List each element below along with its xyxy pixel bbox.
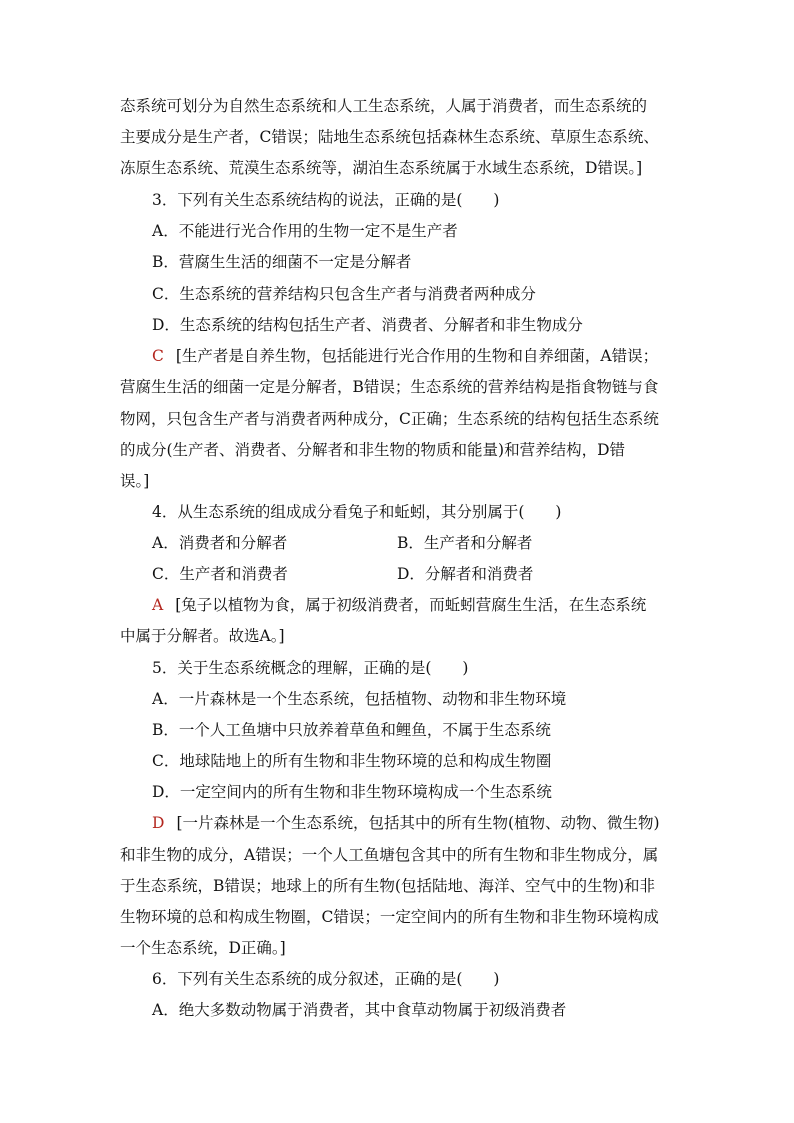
text-line: 物网，只包含生产者与消费者两种成分，C正确；生态系统的结构包括生态系统 xyxy=(120,410,659,428)
text-line: 营腐生生活的细菌一定是分解者，B错误；生态系统的营养结构是指食物链与食 xyxy=(120,378,659,396)
question-5-explanation-text: [一片森林是一个生态系统，包括其中的所有生物(植物、动物、微生物) xyxy=(176,814,660,832)
question-5-option-b: B．一个人工鱼塘中只放养着草鱼和鲤鱼，不属于生态系统 xyxy=(152,721,551,739)
text-line: 的成分(生产者、消费者、分解者和非生物的物质和能量)和营养结构，D错 xyxy=(120,441,626,459)
question-4-option-d: D．分解者和消费者 xyxy=(397,565,534,583)
question-3-explanation xyxy=(152,343,794,369)
question-6-stem: 6．下列有关生态系统的成分叙述，正确的是( ) xyxy=(152,970,500,988)
text-line: 于生态系统，B错误；地球上的所有生物(包括陆地、海洋、空气中的生物)和非 xyxy=(120,877,655,895)
question-4-option-b: B．生产者和分解者 xyxy=(397,534,533,552)
text-line: 生物环境的总和构成生物圈，C错误；一定空间内的所有生物和非生物环境构成 xyxy=(120,908,659,926)
text-line: 态系统可划分为自然生态系统和人工生态系统，人属于消费者，而生态系统的 xyxy=(120,97,648,115)
question-5-option-c: C．地球陆地上的所有生物和非生物环境的总和构成生物圈 xyxy=(152,752,552,770)
question-4-answer: A xyxy=(152,596,164,614)
question-3-option-a: A．不能进行光合作用的生物一定不是生产者 xyxy=(152,222,458,240)
question-4-stem: 4．从生态系统的组成成分看兔子和蚯蚓，其分别属于( ) xyxy=(152,503,562,521)
question-5-answer: D xyxy=(152,814,165,832)
question-3-option-d: D．生态系统的结构包括生产者、消费者、分解者和非生物成分 xyxy=(152,316,583,334)
question-6-option-a: A．绝大多数动物属于消费者，其中食草动物属于初级消费者 xyxy=(152,1001,567,1019)
question-5-option-a: A．一片森林是一个生态系统，包括植物、动物和非生物环境 xyxy=(152,690,567,708)
question-3-option-b: B．营腐生生活的细菌不一定是分解者 xyxy=(152,253,412,271)
question-4-option-c: C．生产者和消费者 xyxy=(152,565,288,583)
question-3-stem: 3．下列有关生态系统结构的说法，正确的是( ) xyxy=(152,191,500,209)
question-4-option-a: A．消费者和分解者 xyxy=(152,534,288,552)
question-5-explanation xyxy=(152,810,794,836)
text-line: 一个生态系统，D正确。] xyxy=(120,939,286,957)
text-line: 冻原生态系统、荒漠生态系统等，湖泊生态系统属于水域生态系统，D错误。] xyxy=(120,159,643,177)
question-4-explanation xyxy=(152,592,794,618)
text-line: 和非生物的成分，A错误；一个人工鱼塘包含其中的所有生物和非生物成分，属 xyxy=(120,846,659,864)
question-5-option-d: D．一定空间内的所有生物和非生物环境构成一个生态系统 xyxy=(152,783,552,801)
text-line: 误。] xyxy=(120,472,150,490)
question-4-options-row-1 xyxy=(152,530,794,556)
text-line: 主要成分是生产者，C错误；陆地生态系统包括森林生态系统、草原生态系统、 xyxy=(120,128,659,146)
question-4-options-row-2 xyxy=(152,561,794,587)
question-5-stem: 5．关于生态系统概念的理解，正确的是( ) xyxy=(152,659,469,677)
question-3-explanation-text: [生产者是自养生物，包括能进行光合作用的生物和自养细菌，A错误； xyxy=(175,347,659,365)
question-4-explanation-text: [兔子以植物为食，属于初级消费者，而蚯蚓营腐生生活，在生态系统 xyxy=(175,596,647,614)
question-3-option-c: C．生态系统的营养结构只包含生产者与消费者两种成分 xyxy=(152,285,536,303)
text-line: 中属于分解者。故选A。] xyxy=(120,627,285,645)
question-3-answer: C xyxy=(152,347,164,365)
